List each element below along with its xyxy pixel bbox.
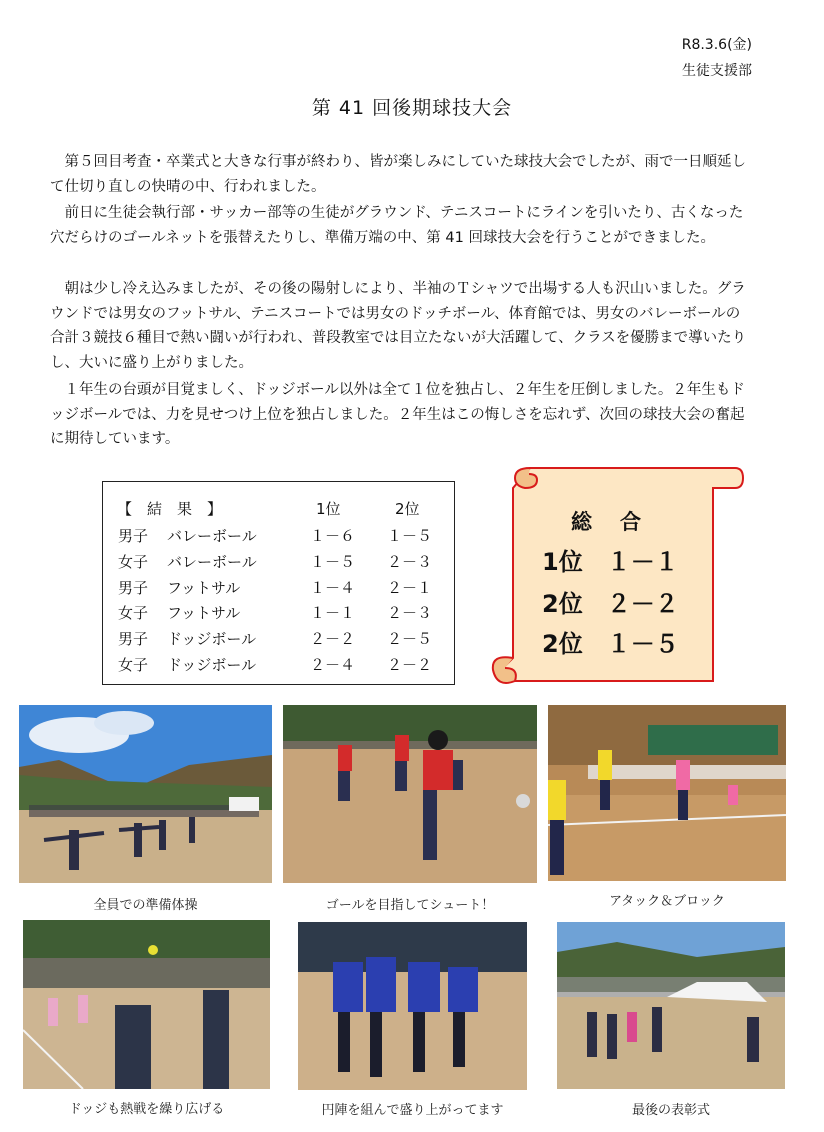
dodgeball-photo xyxy=(23,920,270,1089)
table-row xyxy=(103,551,456,577)
row-sport: フットサル xyxy=(167,604,241,622)
row-sport: バレーボール xyxy=(167,553,257,571)
row-second: ２－３ xyxy=(387,553,433,571)
row-gender: 男子 xyxy=(118,579,149,597)
row-sport: バレーボール xyxy=(167,527,257,545)
paragraph-3: 朝は少し冷え込みましたが、その後の陽射しにより、半袖のＴシャツで出場する人も沢山いました。グラウンドでは男女のフットサル、テニスコートでは男女のドッチボール、体育館では、男女のバレーボールの合計３競技６種目で熱い闘いが行われ、普段教室では目立たないが大活躍して、クラスを優勝まで導いたりし、大いに盛り上がりました。 xyxy=(50,281,747,371)
second-place-header: 2位 xyxy=(395,500,420,518)
page-title: 第 41 回後期球技大会 xyxy=(311,97,513,119)
photo-caption: 最後の表彰式 xyxy=(631,1103,710,1118)
photo-caption: 全員での準備体操 xyxy=(93,898,198,913)
row-gender: 女子 xyxy=(118,553,149,571)
table-row xyxy=(103,577,456,603)
results-heading: 【 結 果 】 xyxy=(117,500,223,518)
table-row xyxy=(103,525,456,551)
overall-row-2: 2位 ２－２ xyxy=(542,590,679,618)
team-huddle-photo xyxy=(298,922,527,1090)
table-row xyxy=(103,654,456,680)
overall-row-3: 2位 １－５ xyxy=(542,630,679,658)
row-gender: 女子 xyxy=(118,604,149,622)
photo-caption: 円陣を組んで盛り上がってます xyxy=(321,1103,504,1118)
row-first: １－５ xyxy=(310,553,356,571)
overall-row-1: 1位 １－１ xyxy=(542,548,679,576)
photo-caption: ドッジも熱戦を繰り広げる xyxy=(68,1102,225,1117)
first-place-header: 1位 xyxy=(316,500,341,518)
paragraph-4: １年生の台頭が目覚ましく、ドッジボール以外は全て１位を独占し、２年生を圧倒しました。２年生もドッジボールでは、力を見せつけ上位を独占しました。２年生はこの悔しさを忘れず、次回の球技大会の奮起に期待しています。 xyxy=(50,382,745,447)
volleyball-attack-photo xyxy=(548,705,786,881)
photo-caption: ゴールを目指してシュート！ xyxy=(325,898,495,913)
results-table xyxy=(102,481,455,685)
row-second: ２－５ xyxy=(387,630,433,648)
row-first: １－４ xyxy=(310,579,356,597)
paragraph-1: 第５回目考査・卒業式と大きな行事が終わり、皆が楽しみにしていた球技大会でしたが、雨で一日順延して仕切り直しの快晴の中、行われました。 xyxy=(50,154,746,195)
row-gender: 女子 xyxy=(118,656,149,674)
row-second: ２－１ xyxy=(387,579,433,597)
row-second: ２－２ xyxy=(387,656,433,674)
row-sport: ドッジボール xyxy=(167,630,257,648)
row-gender: 男子 xyxy=(118,630,149,648)
row-gender: 男子 xyxy=(118,527,149,545)
photo-caption: アタック＆ブロック xyxy=(609,894,725,909)
row-first: ２－４ xyxy=(310,656,356,674)
row-first: ２－２ xyxy=(310,630,356,648)
row-sport: ドッジボール xyxy=(167,656,257,674)
award-ceremony-photo xyxy=(557,922,785,1089)
table-row xyxy=(103,602,456,628)
futsal-shoot-photo xyxy=(283,705,537,883)
row-sport: フットサル xyxy=(167,579,241,597)
document-date: R8.3.6(金) xyxy=(681,37,752,53)
department-name: 生徒支援部 xyxy=(682,63,752,79)
row-first: １－６ xyxy=(310,527,356,545)
table-row xyxy=(103,628,456,654)
row-second: １－５ xyxy=(387,527,433,545)
row-second: ２－３ xyxy=(387,604,433,622)
paragraph-2: 前日に生徒会執行部・サッカー部等の生徒がグラウンド、テニスコートにラインを引いたり、古くなった穴だらけのゴールネットを張替えたりし、準備万端の中、第 41 回球技大会を行うことができました。 xyxy=(50,205,744,246)
overall-title: 総合 xyxy=(571,510,669,534)
stretching-photo xyxy=(19,705,272,883)
row-first: １－１ xyxy=(310,604,356,622)
